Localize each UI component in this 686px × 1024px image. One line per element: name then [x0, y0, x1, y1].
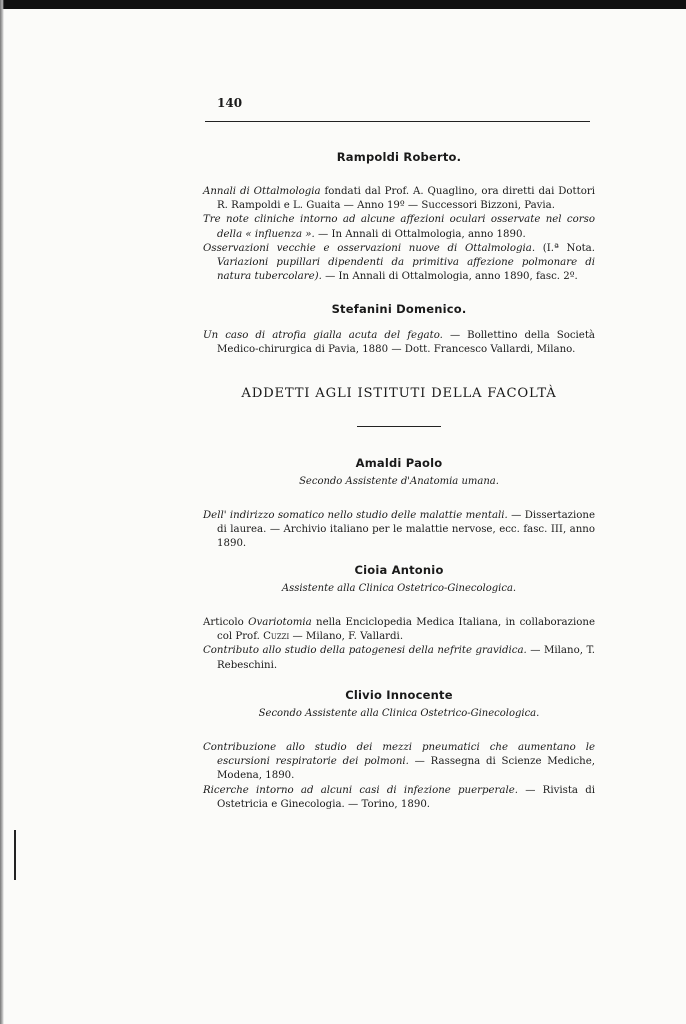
publication-entry: Tre note cliniche intorno ad alcune affezioni oculari osservate nel corso della « influenza ». — In Annali di Ottalmologia, anno 1890.: [203, 214, 595, 240]
publication-entry: Contributo allo studio della patogenesi della nefrite gravidica. — Milano, T. Rebeschini.: [203, 645, 595, 671]
author-role: Assistente alla Clinica Ostetrico-Ginecologica.: [281, 583, 517, 594]
author-role: Secondo Assistente alla Clinica Ostetrico-Ginecologica.: [258, 708, 540, 719]
author-name: Clivio Innocente: [345, 688, 453, 702]
publication-entry: Osservazioni vecchie e osservazioni nuove di Ottalmologia. (I.ª Nota. Variazioni pupillari dipendenti da primitiva affezione polmonare di natura tubercolare). — In Annali di Ottalmologia, anno 1890, fasc. 2º.: [203, 242, 595, 283]
publication-entry: Un caso di atrofia gialla acuta del fegato. — Bollettino della Società Medico-chirurgica di Pavia, 1880 — Dott. Francesco Vallardi, Milano.: [203, 330, 595, 356]
author-name: Rampoldi Roberto.: [336, 150, 462, 164]
publication-entry: Ricerche intorno ad alcuni casi di infezione puerperale. — Rivista di Ostetricia e Ginecologia. — Torino, 1890.: [203, 784, 595, 810]
section-title: ADDETTI AGLI ISTITUTI DELLA FACOLTÀ: [241, 386, 557, 401]
publication-list: [203, 185, 595, 284]
author-block-clivio: [203, 688, 595, 812]
publication-entry: Contribuzione allo studio dei mezzi pneumatici che aumentano le escursioni respiratorie dei polmoni. — Rassegna di Scienze Mediche, Modena, 1890.: [203, 742, 596, 782]
author-block-stefanini: [203, 302, 595, 357]
publication-list: [203, 329, 595, 357]
publication-list: [203, 509, 595, 552]
author-name: Stefanini Domenico.: [331, 302, 467, 316]
author-block-amaldi: [203, 456, 595, 552]
publication-entry: Annali di Ottalmologia fondati dal Prof. A. Quaglino, ora diretti dai Dottori R. Rampoldi e L. Guaita — Anno 19º — Successori Bizzoni, Pavia.: [203, 186, 595, 212]
header-rule: [205, 121, 590, 122]
publication-list: [203, 616, 595, 673]
section-rule: [357, 426, 441, 427]
publication-list: [203, 741, 595, 812]
author-name: Cioia Antonio: [354, 563, 444, 577]
author-role: Secondo Assistente d'Anatomia umana.: [299, 476, 499, 487]
author-name: Amaldi Paolo: [355, 456, 443, 470]
page-number: 140: [217, 96, 243, 110]
publication-entry: Dell' indirizzo somatico nello studio delle malattie mentali. — Dissertazione di laurea. — Archivio italiano per le malattie nervose, ecc. fasc. III, anno 1890.: [203, 510, 595, 550]
publication-entry: Articolo Ovariotomia nella Enciclopedia Medica Italiana, in collaborazione col Prof. Cuzzi — Milano, F. Vallardi.: [203, 617, 595, 643]
author-block-rampoldi: [203, 150, 595, 284]
author-block-cioia: [203, 563, 595, 673]
